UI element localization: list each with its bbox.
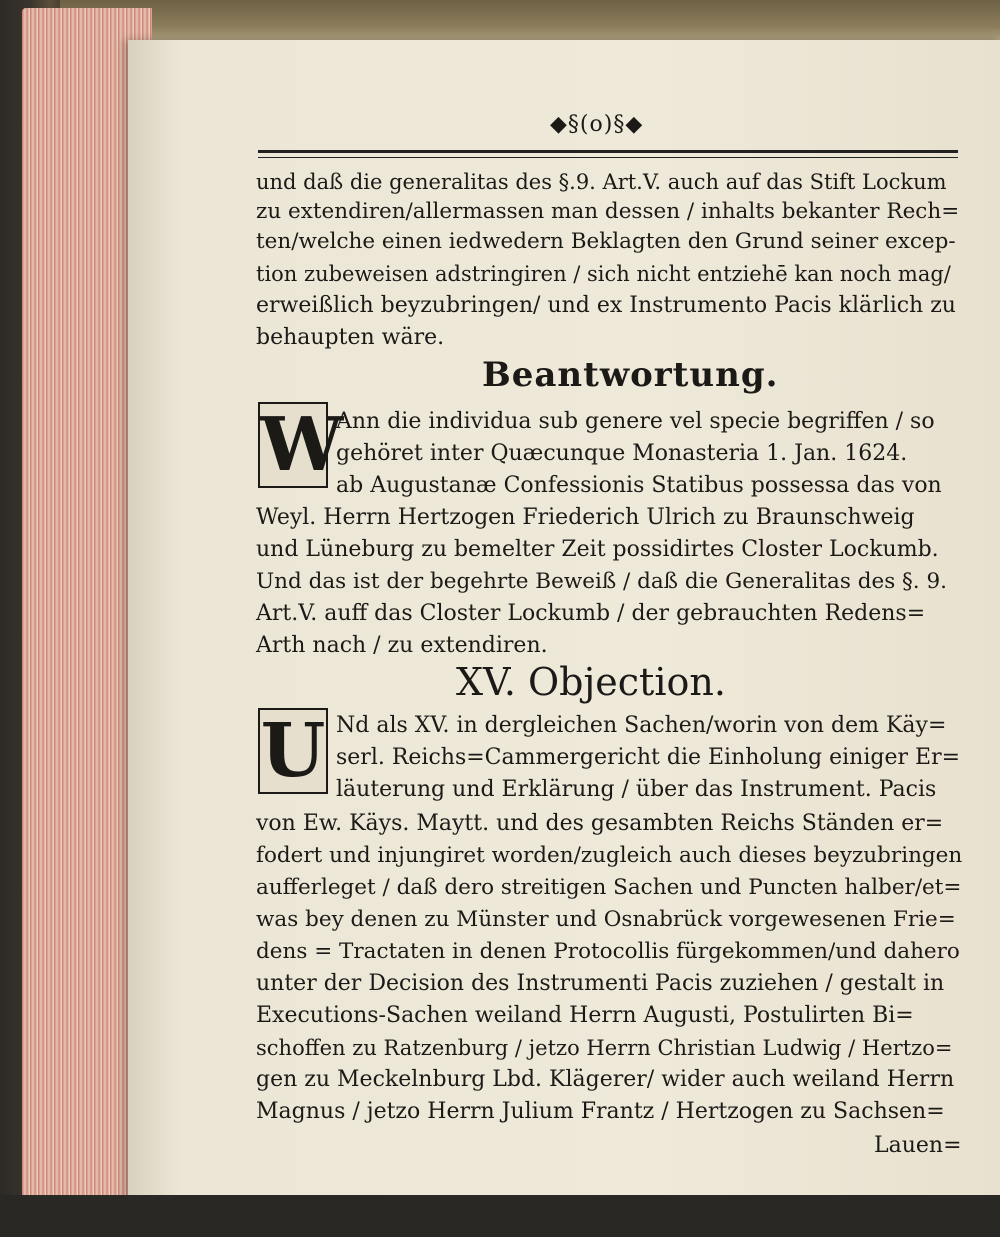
text-line: unter der Decision des Instrumenti Pacis zuziehen / gestalt in bbox=[256, 971, 945, 996]
text-line: und Lüneburg zu bemelter Zeit possidirtes Closter Lockumb. bbox=[256, 537, 939, 562]
text-line: erweißlich beyzubringen/ und ex Instrumento Pacis klärlich zu bbox=[256, 293, 956, 318]
text-line: und daß die generalitas des §.9. Art.V. auch auf das Stift Lockum bbox=[256, 170, 947, 194]
text-line: dens = Tractaten in denen Protocollis fürgekommen/und dahero bbox=[256, 939, 960, 964]
text-line: Und das ist der begehrte Beweiß / daß die Generalitas des §. 9. bbox=[256, 569, 947, 594]
text-line: Art.V. auff das Closter Lockumb / der gebrauchten Redens= bbox=[256, 601, 926, 626]
text-line: läuterung und Erklärung / über das Instrument. Pacis bbox=[336, 777, 937, 802]
bottom-shadow bbox=[0, 1195, 1000, 1237]
header-rule bbox=[258, 150, 958, 158]
text-line: Magnus / jetzo Herrn Julium Frantz / Hertzogen zu Sachsen= bbox=[256, 1099, 945, 1124]
page-header: ◆§(o)§◆ bbox=[550, 112, 644, 137]
text-line: behaupten wäre. bbox=[256, 325, 445, 350]
text-line: gehöret inter Quæcunque Monasteria 1. Jan. 1624. bbox=[336, 441, 908, 466]
text-line: ten/welche einen iedwedern Beklagten den Grund seiner excep- bbox=[256, 229, 956, 254]
text-line: fodert und injungiret worden/zugleich auch dieses beyzubringen bbox=[256, 843, 963, 868]
text-line: ab Augustanæ Confessionis Statibus possessa das von bbox=[336, 473, 942, 498]
text-line: Arth nach / zu extendiren. bbox=[256, 633, 548, 658]
book-cover-top bbox=[60, 0, 1000, 44]
text-line: schoffen zu Ratzenburg / jetzo Herrn Christian Ludwig / Hertzo= bbox=[256, 1036, 953, 1060]
text-line: Executions-Sachen weiland Herrn Augusti, Postulirten Bi= bbox=[256, 1003, 914, 1028]
text-line: zu extendiren/allermassen man dessen / inhalts bekanter Rech= bbox=[256, 199, 960, 224]
text-line: Nd als XV. in dergleichen Sachen/worin von dem Käy= bbox=[336, 713, 947, 738]
drop-initial: U bbox=[258, 708, 328, 794]
text-line: tion zubeweisen adstringiren / sich nicht entziehē kan noch mag/ bbox=[256, 262, 951, 286]
catchword: Lauen= bbox=[874, 1133, 962, 1158]
text-line: Weyl. Herrn Hertzogen Friederich Ulrich zu Braunschweig bbox=[256, 505, 915, 530]
text-line: was bey denen zu Münster und Osnabrück vorgewesenen Frie= bbox=[256, 907, 956, 932]
section-heading: Beantwortung. bbox=[482, 355, 779, 395]
text-line: Ann die individua sub genere vel specie begriffen / so bbox=[336, 409, 935, 434]
text-line: gen zu Meckelnburg Lbd. Klägerer/ wider auch weiland Herrn bbox=[256, 1067, 955, 1092]
text-line: aufferleget / daß dero streitigen Sachen und Puncten halber/et= bbox=[256, 875, 962, 900]
text-line: von Ew. Käys. Maytt. und des gesambten Reichs Ständen er= bbox=[256, 811, 944, 836]
drop-initial: W bbox=[260, 402, 344, 488]
section-heading: XV. Objection. bbox=[456, 660, 726, 704]
text-line: serl. Reichs=Cammergericht die Einholung einiger Er= bbox=[336, 745, 961, 770]
